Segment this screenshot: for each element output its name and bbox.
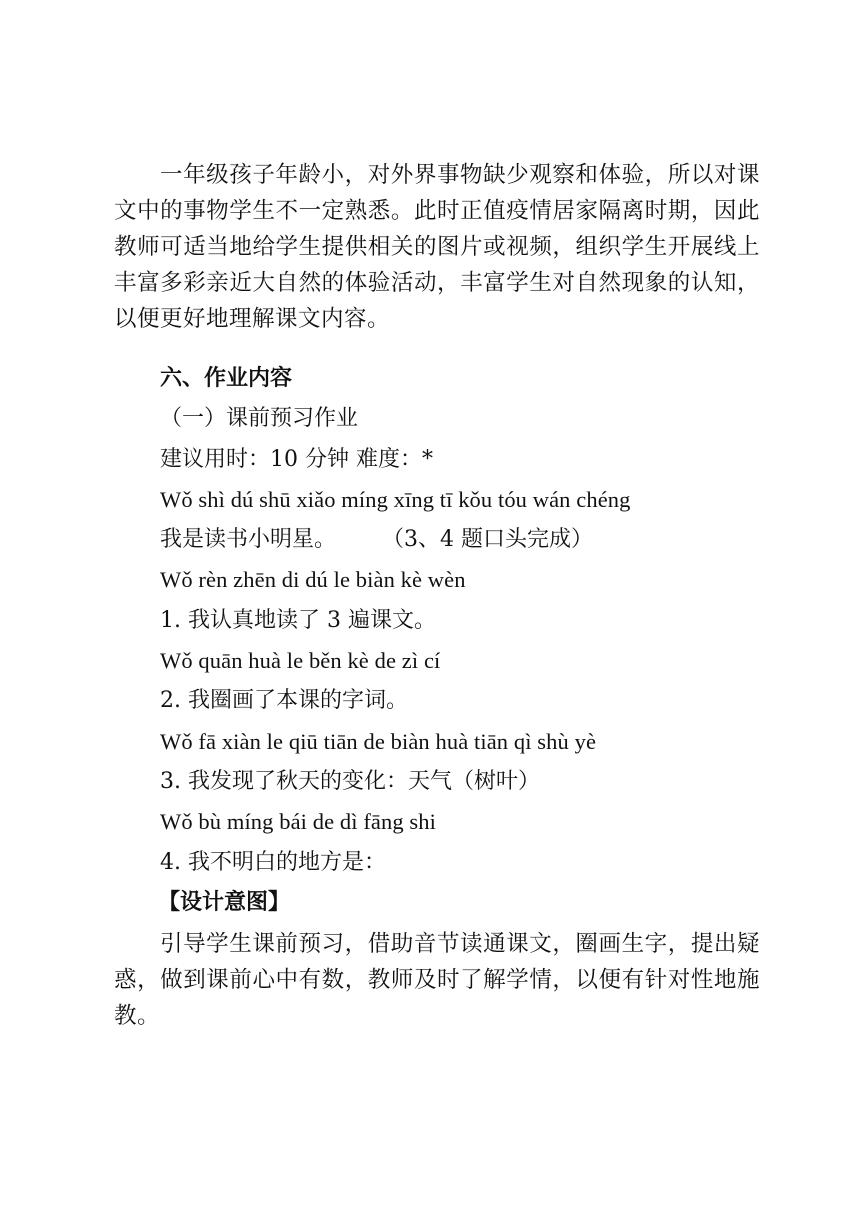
pinyin-line: Wǒ bù míng bái de dì fāng shi: [160, 809, 436, 834]
item-text: 4. 我不明白的地方是：: [160, 850, 386, 875]
design-paragraph: 引导学生课前预习，借助音节读通课文，圈画生字，提出疑惑，做到课前心中有数，教师及时了解学情，以便有针对性地施教。: [114, 931, 760, 1029]
time-difficulty: 建议用时：10 分钟 难度：*: [160, 447, 433, 472]
subsection-heading: （一）课前预习作业: [160, 406, 359, 431]
item-title: [160, 525, 593, 555]
item-text: 1. 我认真地读了 3 遍课文。: [160, 608, 436, 633]
intro-paragraph: 一年级孩子年龄小，对外界事物缺少观察和体验，所以对课文中的事物学生不一定熟悉。此时正值疫情居家隔离时期，因此教师可适当地给学生提供相关的图片或视频，组织学生开展线上丰富多彩亲近大自然的体验活动，丰富学生对自然现象的认知，以便更好地理解课文内容。: [114, 162, 760, 332]
item-text: 我是读书小明星。: [160, 527, 337, 552]
item-text: 2. 我圈画了本课的字词。: [160, 688, 408, 713]
pinyin-line: Wǒ quān huà le běn kè de zì cí: [160, 648, 441, 673]
item-note: （3、4 题口头完成）: [382, 527, 594, 552]
design-heading: 【设计意图】: [158, 890, 291, 915]
section-heading: 六、作业内容: [160, 366, 293, 391]
pinyin-line: Wǒ fā xiàn le qiū tiān de biàn huà tiān qì shù yè: [160, 729, 597, 754]
item-text: 3. 我发现了秋天的变化：天气（树叶）: [160, 769, 540, 794]
pinyin-line: Wǒ shì dú shū xiǎo míng xīng tī kǒu tóu wán chéng: [160, 487, 631, 512]
pinyin-line: Wǒ rèn zhēn di dú le biàn kè wèn: [160, 567, 466, 592]
